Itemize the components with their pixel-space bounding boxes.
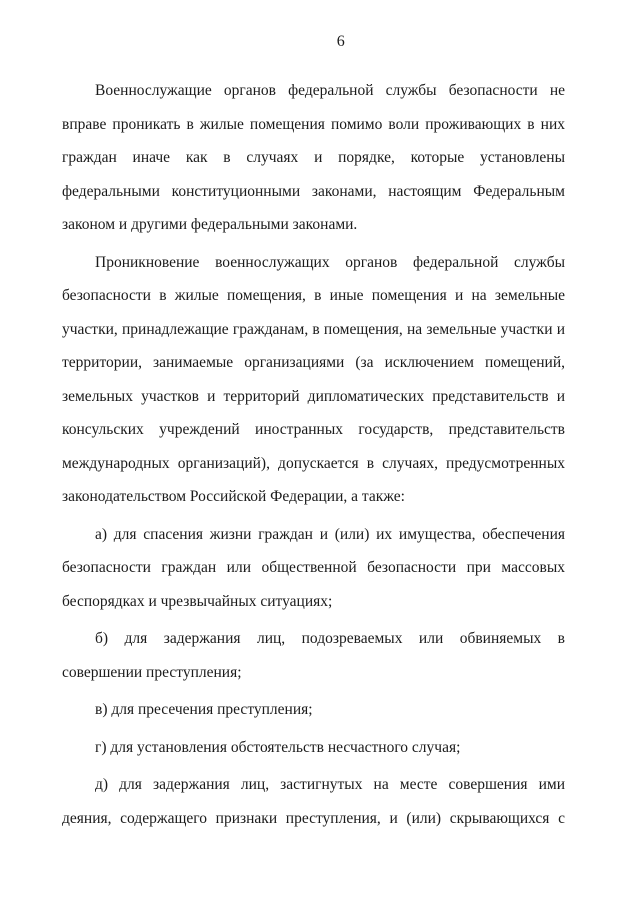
page-number: 6: [336, 33, 346, 50]
text-line: федеральными конституционными законами, настоящим Федеральным: [62, 182, 565, 200]
paragraph: [62, 693, 565, 727]
text-line: Военнослужащие органов федеральной службы безопасности не: [95, 82, 565, 99]
text-line: вправе проникать в жилые помещения помимо воли проживающих в них: [62, 115, 565, 133]
text-line: законодательством Российской Федерации, а также:: [62, 488, 405, 505]
text-line: в) для пресечения преступления;: [95, 701, 313, 718]
paragraph: [62, 246, 565, 514]
text-line: земельных участков и территорий дипломатических представительств и: [62, 387, 565, 405]
text-line: участки, принадлежащие гражданам, в помещения, на земельные участки и: [62, 320, 565, 338]
paragraph: [62, 768, 565, 835]
paragraph: [62, 518, 565, 619]
text-line: а) для спасения жизни граждан и (или) их имущества, обеспечения: [95, 525, 565, 543]
text-line: граждан иначе как в случаях и порядке, которые установлены: [62, 149, 565, 166]
text-line: д) для задержания лиц, застигнутых на месте совершения ими: [95, 776, 565, 793]
text-line: г) для установления обстоятельств несчастного случая;: [95, 738, 461, 756]
text-line: беспорядках и чрезвычайных ситуациях;: [62, 592, 333, 610]
text-line: деяния, содержащего признаки преступления, и (или) скрывающихся с: [62, 809, 565, 827]
text-line: безопасности граждан или общественной безопасности при массовых: [62, 559, 565, 576]
text-line: Проникновение военнослужащих органов федеральной службы: [95, 253, 565, 271]
document-body: [62, 74, 565, 839]
text-line: консульских учреждений иностранных государств, представительств: [62, 421, 565, 438]
text-line: законом и другими федеральными законами.: [62, 216, 358, 233]
text-line: совершении преступления;: [62, 663, 242, 681]
paragraph: [62, 731, 565, 765]
paragraph: [62, 74, 565, 242]
text-line: территории, занимаемые организациями (за исключением помещений,: [62, 354, 565, 371]
text-line: б) для задержания лиц, подозреваемых или обвиняемых в: [95, 630, 565, 647]
text-line: безопасности в жилые помещения, в иные помещения и на земельные: [62, 287, 565, 304]
paragraph: [62, 622, 565, 689]
text-line: международных организаций), допускается в случаях, предусмотренных: [62, 454, 565, 472]
